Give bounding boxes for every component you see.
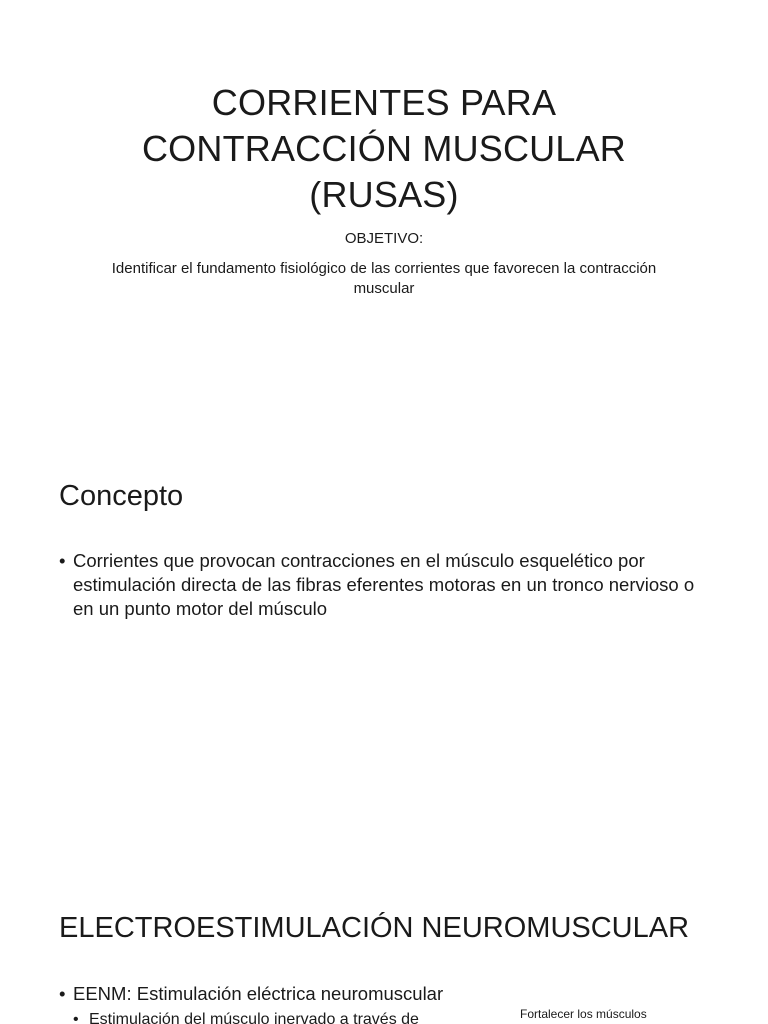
title-line: CORRIENTES PARA	[211, 82, 557, 123]
slide-title	[0, 80, 768, 218]
title-line: (RUSAS)	[309, 174, 459, 215]
section-title: ELECTROESTIMULACIÓN NEUROMUSCULAR	[59, 912, 690, 944]
bullet-item	[59, 549, 719, 621]
objective-label: OBJETIVO:	[344, 230, 424, 247]
concept-slide	[0, 432, 768, 864]
bullet-text: EENM: Estimulación eléctrica neuromuscular	[73, 983, 444, 1004]
section-title: Concepto	[59, 480, 184, 512]
title-slide	[0, 0, 768, 432]
sub-bullet-text: Estimulación del músculo inervado a través de	[89, 1011, 419, 1024]
eenm-slide	[0, 864, 768, 1024]
bullet-dot: •	[73, 1011, 79, 1024]
sub-bullet-item	[59, 1009, 499, 1024]
bullet-dot: •	[59, 983, 66, 1004]
bullet-list	[59, 549, 719, 621]
side-note: Fortalecer los músculos	[520, 1007, 647, 1021]
bullet-dot: •	[59, 550, 66, 571]
bullet-item	[59, 982, 499, 1006]
title-line: CONTRACCIÓN MUSCULAR	[141, 128, 627, 169]
objective-text: Identificar el fundamento fisiológico de las corrientes que favorecen la contracción muscular	[111, 260, 657, 297]
bullet-text: Corrientes que provocan contracciones en el músculo esquelético por estimulación directa de las fibras eferentes motoras en un tronco nervioso o en un punto motor del músculo	[73, 550, 695, 619]
bullet-list	[59, 982, 499, 1024]
